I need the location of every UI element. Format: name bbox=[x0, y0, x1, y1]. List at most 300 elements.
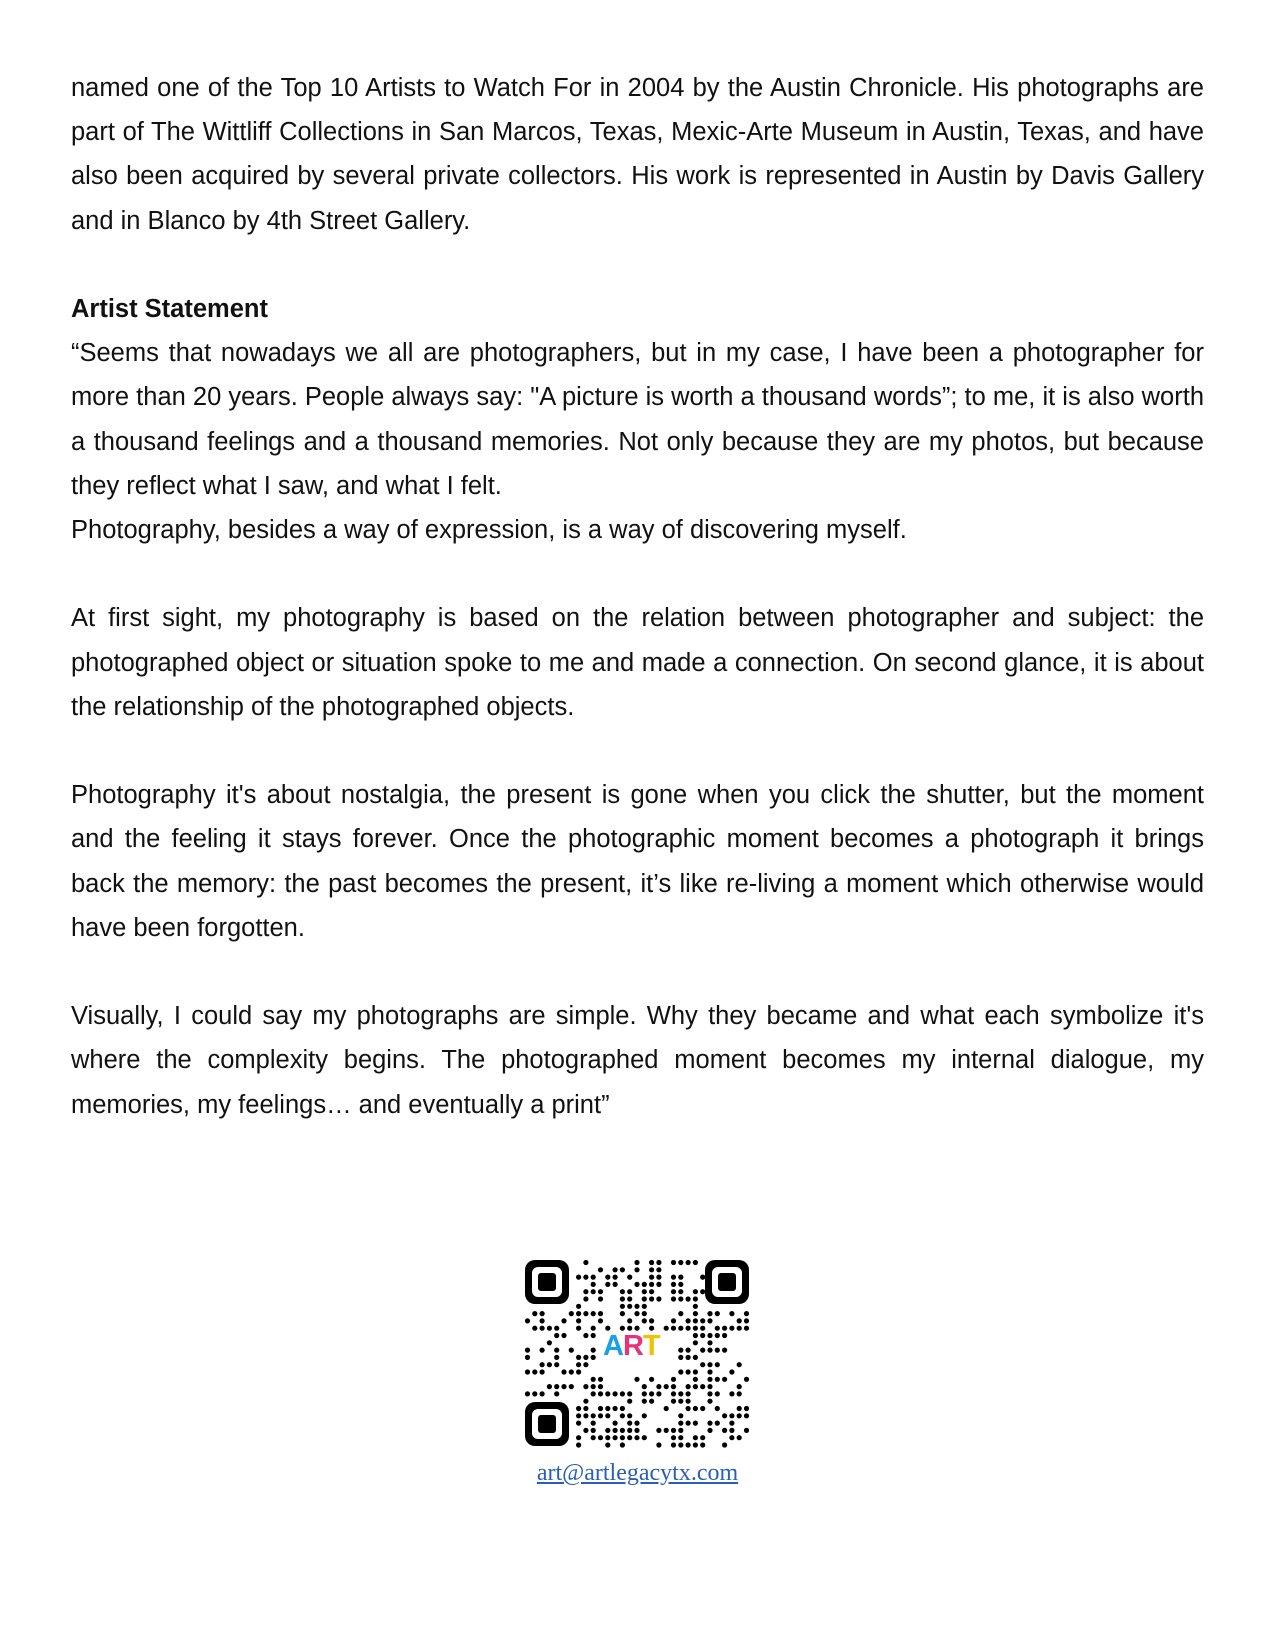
qr-module bbox=[642, 1304, 647, 1309]
qr-module bbox=[700, 1326, 705, 1331]
qr-module bbox=[678, 1355, 683, 1360]
qr-module bbox=[722, 1326, 727, 1331]
qr-module bbox=[656, 1267, 661, 1272]
qr-module bbox=[569, 1369, 574, 1374]
qr-module bbox=[678, 1435, 683, 1440]
qr-module bbox=[634, 1267, 639, 1272]
qr-module bbox=[693, 1296, 698, 1301]
qr-module bbox=[561, 1384, 566, 1389]
qr-module bbox=[634, 1311, 639, 1316]
qr-module bbox=[591, 1384, 596, 1389]
qr-module bbox=[613, 1275, 618, 1280]
spacer bbox=[71, 950, 1204, 994]
qr-module bbox=[693, 1326, 698, 1331]
qr-module bbox=[722, 1442, 727, 1447]
qr-module bbox=[576, 1355, 581, 1360]
qr-module bbox=[664, 1326, 669, 1331]
qr-module bbox=[605, 1442, 610, 1447]
section-heading: Artist Statement bbox=[71, 295, 268, 323]
qr-module bbox=[729, 1326, 734, 1331]
qr-module bbox=[591, 1326, 596, 1331]
qr-module bbox=[737, 1391, 742, 1396]
qr-module bbox=[700, 1384, 705, 1389]
qr-module bbox=[540, 1362, 545, 1367]
qr-finder-top-left bbox=[525, 1260, 569, 1304]
qr-module bbox=[583, 1275, 588, 1280]
qr-module bbox=[656, 1442, 661, 1447]
qr-module bbox=[737, 1384, 742, 1389]
qr-module bbox=[532, 1311, 537, 1316]
qr-module bbox=[678, 1326, 683, 1331]
qr-module bbox=[598, 1318, 603, 1323]
qr-module bbox=[671, 1260, 676, 1265]
qr-module bbox=[722, 1333, 727, 1338]
qr-module bbox=[598, 1413, 603, 1418]
qr-module bbox=[642, 1289, 647, 1294]
qr-module bbox=[561, 1318, 566, 1323]
qr-module bbox=[715, 1311, 720, 1316]
qr-module bbox=[686, 1348, 691, 1353]
qr-module bbox=[547, 1340, 552, 1345]
qr-module bbox=[554, 1326, 559, 1331]
qr-module bbox=[707, 1421, 712, 1426]
qr-module bbox=[627, 1391, 632, 1396]
qr-module bbox=[700, 1318, 705, 1323]
qr-module bbox=[591, 1348, 596, 1353]
qr-module bbox=[678, 1289, 683, 1294]
qr-module bbox=[583, 1428, 588, 1433]
qr-module bbox=[700, 1289, 705, 1294]
qr-module bbox=[693, 1340, 698, 1345]
qr-module bbox=[729, 1421, 734, 1426]
qr-module bbox=[525, 1355, 530, 1360]
qr-module bbox=[583, 1413, 588, 1418]
qr-module bbox=[744, 1377, 749, 1382]
bio-paragraph: named one of the Top 10 Artists to Watch For in 2004 by the Austin Chronicle. His photographs are part of The Wittliff Collections in San Marcos, Texas, Mexic-Arte Museum in Austin, Texas, and have also been acquired by several private collectors. His work is represented in Austin by Davis Gallery and in Blanco by 4th Street Gallery. bbox=[71, 74, 1204, 235]
qr-module bbox=[554, 1391, 559, 1396]
qr-module bbox=[693, 1406, 698, 1411]
document-body bbox=[71, 66, 1204, 1127]
qr-module bbox=[613, 1435, 618, 1440]
qr-module bbox=[591, 1435, 596, 1440]
qr-module bbox=[649, 1260, 654, 1265]
qr-module bbox=[693, 1304, 698, 1309]
qr-module bbox=[532, 1391, 537, 1396]
qr-module bbox=[671, 1326, 676, 1331]
qr-module bbox=[729, 1369, 734, 1374]
qr-module bbox=[583, 1289, 588, 1294]
qr-module bbox=[540, 1311, 545, 1316]
qr-module bbox=[693, 1435, 698, 1440]
qr-module bbox=[634, 1421, 639, 1426]
qr-module bbox=[525, 1348, 530, 1353]
qr-module bbox=[707, 1377, 712, 1382]
qr-module bbox=[627, 1428, 632, 1433]
qr-module bbox=[642, 1413, 647, 1418]
art-logo-letter: T bbox=[642, 1330, 660, 1362]
qr-module bbox=[620, 1289, 625, 1294]
qr-module bbox=[620, 1442, 625, 1447]
qr-module bbox=[693, 1369, 698, 1374]
qr-module bbox=[656, 1428, 661, 1433]
contact-email-link[interactable]: art@artlegacytx.com bbox=[536, 1460, 739, 1486]
qr-module bbox=[744, 1311, 749, 1316]
qr-module bbox=[686, 1421, 691, 1426]
qr-module bbox=[744, 1318, 749, 1323]
qr-module bbox=[707, 1428, 712, 1433]
qr-module bbox=[744, 1428, 749, 1433]
qr-module bbox=[693, 1260, 698, 1265]
qr-module bbox=[620, 1391, 625, 1396]
qr-module bbox=[532, 1369, 537, 1374]
qr-module bbox=[598, 1435, 603, 1440]
qr-module bbox=[744, 1413, 749, 1418]
statement-paragraph-4: Photography it's about nostalgia, the present is gone when you click the shutter, but the moment and the feeling it stays forever. Once the photographic moment becomes a photograph it brings back the memory: the past becomes the present, it’s like re-living a moment which otherwise would have been forgotten. bbox=[71, 781, 1204, 942]
qr-module bbox=[649, 1391, 654, 1396]
qr-module bbox=[605, 1428, 610, 1433]
qr-module bbox=[722, 1428, 727, 1433]
qr-module bbox=[613, 1282, 618, 1287]
qr-module bbox=[686, 1296, 691, 1301]
qr-module bbox=[671, 1275, 676, 1280]
qr-module bbox=[627, 1304, 632, 1309]
qr-module bbox=[620, 1296, 625, 1301]
qr-module bbox=[715, 1348, 720, 1353]
qr-module bbox=[591, 1421, 596, 1426]
qr-module bbox=[576, 1406, 581, 1411]
qr-module bbox=[598, 1311, 603, 1316]
qr-module bbox=[627, 1318, 632, 1323]
art-logo-letter: R bbox=[622, 1330, 643, 1362]
qr-module bbox=[583, 1362, 588, 1367]
qr-module bbox=[715, 1391, 720, 1396]
qr-module bbox=[540, 1391, 545, 1396]
qr-module bbox=[591, 1377, 596, 1382]
qr-module bbox=[678, 1428, 683, 1433]
qr-module bbox=[554, 1355, 559, 1360]
qr-module bbox=[729, 1391, 734, 1396]
qr-module bbox=[686, 1318, 691, 1323]
qr-module bbox=[671, 1289, 676, 1294]
qr-module bbox=[583, 1311, 588, 1316]
qr-module bbox=[744, 1326, 749, 1331]
qr-module bbox=[620, 1304, 625, 1309]
qr-module bbox=[525, 1369, 530, 1374]
qr-module bbox=[613, 1428, 618, 1433]
qr-module bbox=[649, 1282, 654, 1287]
qr-module bbox=[627, 1421, 632, 1426]
qr-module bbox=[686, 1369, 691, 1374]
qr-module bbox=[737, 1406, 742, 1411]
qr-module bbox=[707, 1399, 712, 1404]
qr-module bbox=[671, 1384, 676, 1389]
qr-module bbox=[591, 1289, 596, 1294]
qr-module bbox=[642, 1399, 647, 1404]
qr-module bbox=[605, 1275, 610, 1280]
qr-module bbox=[729, 1413, 734, 1418]
qr-module bbox=[547, 1384, 552, 1389]
qr-module bbox=[737, 1326, 742, 1331]
qr-module bbox=[605, 1435, 610, 1440]
qr-module bbox=[547, 1326, 552, 1331]
qr-module bbox=[686, 1442, 691, 1447]
qr-module bbox=[576, 1304, 581, 1309]
qr-module bbox=[656, 1296, 661, 1301]
qr-module bbox=[576, 1421, 581, 1426]
qr-module bbox=[686, 1399, 691, 1404]
qr-module bbox=[554, 1362, 559, 1367]
qr-module bbox=[634, 1428, 639, 1433]
qr-module bbox=[561, 1369, 566, 1374]
qr-module bbox=[642, 1391, 647, 1396]
qr-module bbox=[649, 1289, 654, 1294]
qr-module bbox=[686, 1355, 691, 1360]
qr-module bbox=[591, 1355, 596, 1360]
qr-module bbox=[569, 1348, 574, 1353]
qr-module bbox=[634, 1377, 639, 1382]
qr-module bbox=[540, 1369, 545, 1374]
qr-module bbox=[627, 1296, 632, 1301]
art-logo-letter: A bbox=[603, 1330, 623, 1362]
qr-module bbox=[540, 1326, 545, 1331]
qr-module bbox=[678, 1296, 683, 1301]
qr-module bbox=[707, 1311, 712, 1316]
qr-module bbox=[737, 1413, 742, 1418]
qr-module bbox=[613, 1391, 618, 1396]
qr-module bbox=[649, 1318, 654, 1323]
qr-module bbox=[671, 1282, 676, 1287]
statement-paragraph-2: Photography, besides a way of expression, is a way of discovering myself. bbox=[71, 516, 907, 545]
qr-module bbox=[649, 1399, 654, 1404]
qr-module bbox=[591, 1333, 596, 1338]
qr-module bbox=[576, 1413, 581, 1418]
qr-module bbox=[693, 1442, 698, 1447]
spacer bbox=[71, 729, 1204, 773]
qr-module bbox=[693, 1318, 698, 1323]
qr-module bbox=[700, 1362, 705, 1367]
qr-module bbox=[678, 1311, 683, 1316]
qr-module bbox=[722, 1348, 727, 1353]
qr-module bbox=[715, 1377, 720, 1382]
qr-module bbox=[678, 1260, 683, 1265]
qr-module bbox=[678, 1348, 683, 1353]
qr-module bbox=[583, 1260, 588, 1265]
qr-module bbox=[700, 1333, 705, 1338]
qr-module bbox=[678, 1421, 683, 1426]
qr-module bbox=[634, 1260, 639, 1265]
qr-module bbox=[737, 1435, 742, 1440]
qr-module bbox=[620, 1413, 625, 1418]
qr-module bbox=[715, 1333, 720, 1338]
qr-module bbox=[583, 1296, 588, 1301]
qr-module bbox=[649, 1275, 654, 1280]
qr-module bbox=[576, 1311, 581, 1316]
qr-module bbox=[707, 1369, 712, 1374]
qr-module bbox=[664, 1384, 669, 1389]
qr-module bbox=[591, 1428, 596, 1433]
qr-module bbox=[707, 1362, 712, 1367]
qr-module bbox=[554, 1348, 559, 1353]
qr-module bbox=[620, 1428, 625, 1433]
qr-module bbox=[613, 1406, 618, 1411]
statement-paragraph-3: At first sight, my photography is based on the relation between photographer and subject: the photographed object or situation spoke to me and made a connection. On second glance, it is about the relationship of the photographed objects. bbox=[71, 604, 1204, 721]
qr-module bbox=[613, 1421, 618, 1426]
qr-module bbox=[686, 1391, 691, 1396]
qr-module bbox=[642, 1282, 647, 1287]
qr-module bbox=[678, 1391, 683, 1396]
statement-paragraph-5: Visually, I could say my photographs are simple. Why they became and what each symbolize it's where the complexity begins. The photographed moment becomes my internal dialogue, my memories, my feelings… and eventually a print” bbox=[71, 1002, 1204, 1119]
qr-module bbox=[656, 1260, 661, 1265]
qr-module bbox=[700, 1435, 705, 1440]
qr-module bbox=[634, 1304, 639, 1309]
qr-module bbox=[613, 1267, 618, 1272]
qr-module bbox=[707, 1391, 712, 1396]
qr-module bbox=[554, 1384, 559, 1389]
qr-module bbox=[634, 1435, 639, 1440]
qr-module bbox=[627, 1435, 632, 1440]
qr-finder-top-right bbox=[705, 1260, 749, 1304]
qr-finder-bottom-left bbox=[525, 1402, 569, 1446]
qr-module bbox=[598, 1296, 603, 1301]
qr-module bbox=[583, 1355, 588, 1360]
qr-module bbox=[693, 1377, 698, 1382]
qr-module bbox=[700, 1275, 705, 1280]
qr-module bbox=[576, 1435, 581, 1440]
qr-module bbox=[591, 1391, 596, 1396]
qr-code-icon bbox=[523, 1258, 753, 1448]
art-logo bbox=[601, 1332, 662, 1361]
qr-module bbox=[634, 1282, 639, 1287]
qr-module bbox=[664, 1406, 669, 1411]
qr-module bbox=[656, 1282, 661, 1287]
qr-module bbox=[605, 1406, 610, 1411]
qr-module bbox=[722, 1413, 727, 1418]
qr-module bbox=[693, 1421, 698, 1426]
qr-module bbox=[605, 1413, 610, 1418]
qr-module bbox=[554, 1333, 559, 1338]
qr-module bbox=[598, 1384, 603, 1389]
qr-module bbox=[642, 1311, 647, 1316]
qr-module bbox=[678, 1442, 683, 1447]
qr-module bbox=[729, 1428, 734, 1433]
qr-module bbox=[678, 1413, 683, 1418]
qr-module bbox=[671, 1391, 676, 1396]
qr-module bbox=[532, 1326, 537, 1331]
qr-module bbox=[671, 1442, 676, 1447]
qr-module bbox=[737, 1362, 742, 1367]
qr-module bbox=[686, 1406, 691, 1411]
qr-module bbox=[693, 1289, 698, 1294]
qr-module bbox=[576, 1275, 581, 1280]
qr-module bbox=[642, 1384, 647, 1389]
qr-module bbox=[693, 1355, 698, 1360]
qr-module bbox=[671, 1435, 676, 1440]
qr-module bbox=[591, 1311, 596, 1316]
qr-module bbox=[598, 1267, 603, 1272]
qr-module bbox=[678, 1282, 683, 1287]
qr-module bbox=[598, 1377, 603, 1382]
qr-module bbox=[715, 1421, 720, 1426]
qr-module bbox=[605, 1391, 610, 1396]
qr-module bbox=[583, 1333, 588, 1338]
qr-module bbox=[700, 1406, 705, 1411]
qr-module bbox=[649, 1296, 654, 1301]
qr-module bbox=[656, 1384, 661, 1389]
qr-module bbox=[693, 1384, 698, 1389]
qr-module bbox=[576, 1326, 581, 1331]
qr-module bbox=[583, 1399, 588, 1404]
qr-module bbox=[678, 1275, 683, 1280]
qr-module bbox=[569, 1311, 574, 1316]
qr-module bbox=[729, 1435, 734, 1440]
qr-module bbox=[540, 1348, 545, 1353]
qr-module bbox=[627, 1413, 632, 1418]
qr-module bbox=[686, 1384, 691, 1389]
qr-module bbox=[744, 1406, 749, 1411]
qr-module bbox=[525, 1318, 530, 1323]
spacer bbox=[71, 552, 1204, 596]
qr-module bbox=[591, 1275, 596, 1280]
qr-module bbox=[671, 1318, 676, 1323]
qr-module bbox=[642, 1296, 647, 1301]
qr-module bbox=[561, 1333, 566, 1338]
statement-paragraph-1: “Seems that nowadays we all are photographers, but in my case, I have been a photographer for more than 20 years. People always say: "A picture is worth a thousand words”; to me, it is also worth a thousand feelings and a thousand memories. Not only because they are my photos, but because they reflect what I saw, and what I felt. bbox=[71, 339, 1204, 500]
qr-module bbox=[576, 1442, 581, 1447]
qr-module bbox=[671, 1377, 676, 1382]
qr-module bbox=[700, 1442, 705, 1447]
qr-module bbox=[620, 1267, 625, 1272]
qr-module bbox=[737, 1318, 742, 1323]
qr-module bbox=[707, 1340, 712, 1345]
qr-module bbox=[671, 1296, 676, 1301]
qr-module bbox=[627, 1289, 632, 1294]
qr-module bbox=[576, 1318, 581, 1323]
qr-module bbox=[656, 1391, 661, 1396]
qr-module bbox=[729, 1311, 734, 1316]
qr-module bbox=[591, 1413, 596, 1418]
qr-module bbox=[707, 1333, 712, 1338]
qr-module bbox=[620, 1435, 625, 1440]
qr-module bbox=[678, 1369, 683, 1374]
qr-module bbox=[715, 1362, 720, 1367]
qr-module bbox=[591, 1282, 596, 1287]
qr-module bbox=[642, 1318, 647, 1323]
qr-module bbox=[707, 1318, 712, 1323]
qr-module bbox=[569, 1384, 574, 1389]
qr-module bbox=[583, 1384, 588, 1389]
qr-module bbox=[686, 1260, 691, 1265]
qr-module bbox=[620, 1311, 625, 1316]
spacer bbox=[71, 243, 1204, 287]
qr-module bbox=[576, 1369, 581, 1374]
qr-module bbox=[715, 1406, 720, 1411]
qr-module bbox=[525, 1391, 530, 1396]
qr-module bbox=[715, 1326, 720, 1331]
qr-module bbox=[598, 1406, 603, 1411]
qr-module bbox=[605, 1282, 610, 1287]
qr-module bbox=[700, 1348, 705, 1353]
qr-module bbox=[671, 1399, 676, 1404]
qr-module bbox=[707, 1384, 712, 1389]
qr-module bbox=[627, 1275, 632, 1280]
qr-module bbox=[649, 1377, 654, 1382]
qr-module bbox=[598, 1391, 603, 1396]
qr-module bbox=[678, 1399, 683, 1404]
qr-module bbox=[671, 1428, 676, 1433]
qr-module bbox=[583, 1406, 588, 1411]
qr-module bbox=[722, 1377, 727, 1382]
qr-module bbox=[707, 1348, 712, 1353]
